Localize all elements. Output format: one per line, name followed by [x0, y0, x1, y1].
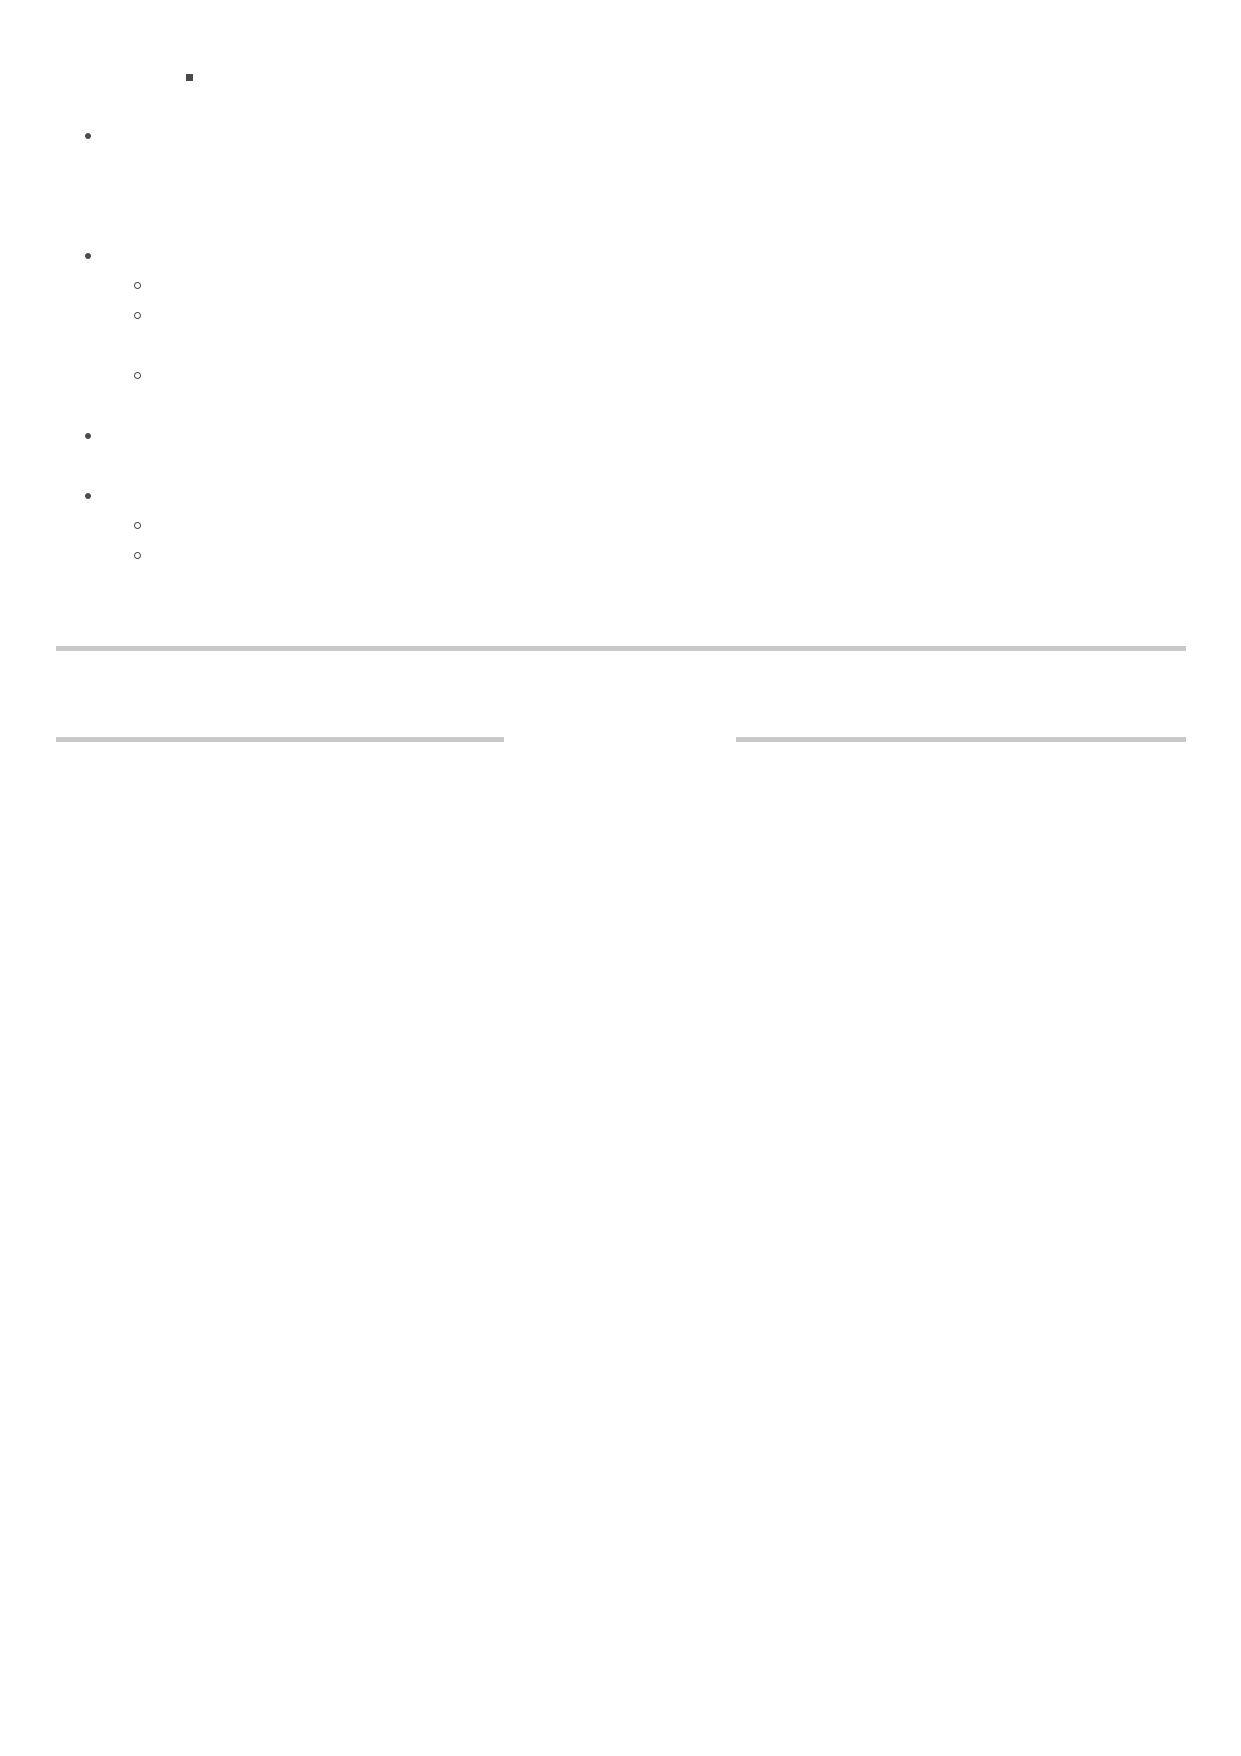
circle-bullet-icon: [134, 522, 141, 529]
circle-bullet-icon: [134, 282, 141, 289]
name-title-line[interactable]: [56, 646, 1186, 651]
circle-bullet-icon: [134, 552, 141, 559]
disc-bullet-icon: [85, 493, 91, 499]
circle-bullet-icon: [134, 372, 141, 379]
signature-line[interactable]: [56, 737, 504, 742]
square-bullet-icon: [186, 74, 193, 81]
date-line[interactable]: [736, 737, 1186, 742]
disc-bullet-icon: [85, 433, 91, 439]
disc-bullet-icon: [85, 133, 91, 139]
circle-bullet-icon: [134, 312, 141, 319]
disc-bullet-icon: [85, 253, 91, 259]
